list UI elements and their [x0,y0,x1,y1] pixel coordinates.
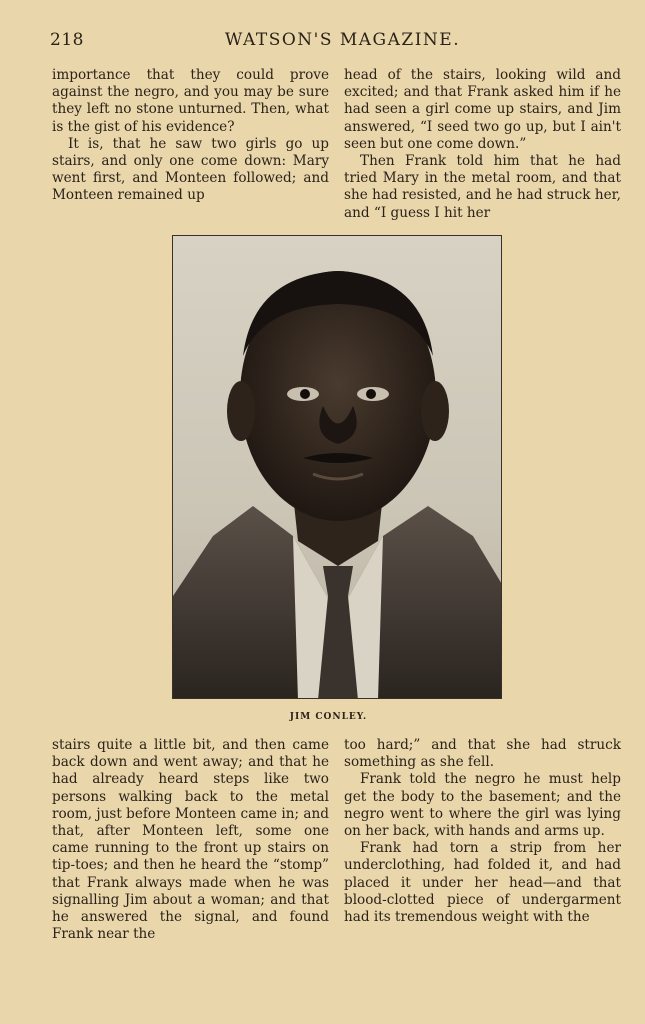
paragraph: head of the stairs, looking wild and excited; and that Frank asked him if he had seen a girl come up stairs, and Jim answered, “I seed two go up, but I ain't seen but one come down.” [344,67,621,152]
paragraph: It is, that he saw two girls go up stairs, and only one come down: Mary went first, and Monteen followed; and Monteen remained up [52,135,329,204]
running-head: WATSON'S MAGAZINE. [224,30,461,50]
portrait-photo [172,235,502,699]
column-bottom-left [52,737,329,943]
page-number: 218 [50,30,84,50]
paragraph: importance that they could prove against the negro, and you may be sure they left no stone unturned. Then, what is the gist of his evidence? [52,67,329,135]
paragraph: Frank told the negro he must help get the body to the basement; and the negro went to where the girl was lying on her back, with hands and arms up. [344,771,621,840]
paragraph: too hard;” and that she had struck something as she fell. [344,737,621,771]
column-bottom-right [344,737,621,926]
paragraph: Frank had torn a strip from her underclothing, had folded it, and had placed it under her head—and that blood-clotted piece of undergarment had its tremendous weight with the [344,840,621,926]
photo-caption: JIM CONLEY. [289,712,368,722]
column-top-left [52,67,329,229]
portrait-illustration [173,236,502,699]
paragraph: Then Frank told him that he had tried Mary in the metal room, and that she had resisted, and he had struck her, and “I guess I hit her [344,153,621,221]
paragraph: stairs quite a little bit, and then came back down and went away; and that he had already heard steps like two persons walking back to the metal room, just before Monteen came in; and that, after Monteen left, some one came running to the front up stairs on tip-toes; and then he heard the “stomp” that Frank always made when he was signalling Jim about a woman; and that he answered the signal, and found Frank near the [52,737,329,943]
column-top-right [344,67,621,229]
